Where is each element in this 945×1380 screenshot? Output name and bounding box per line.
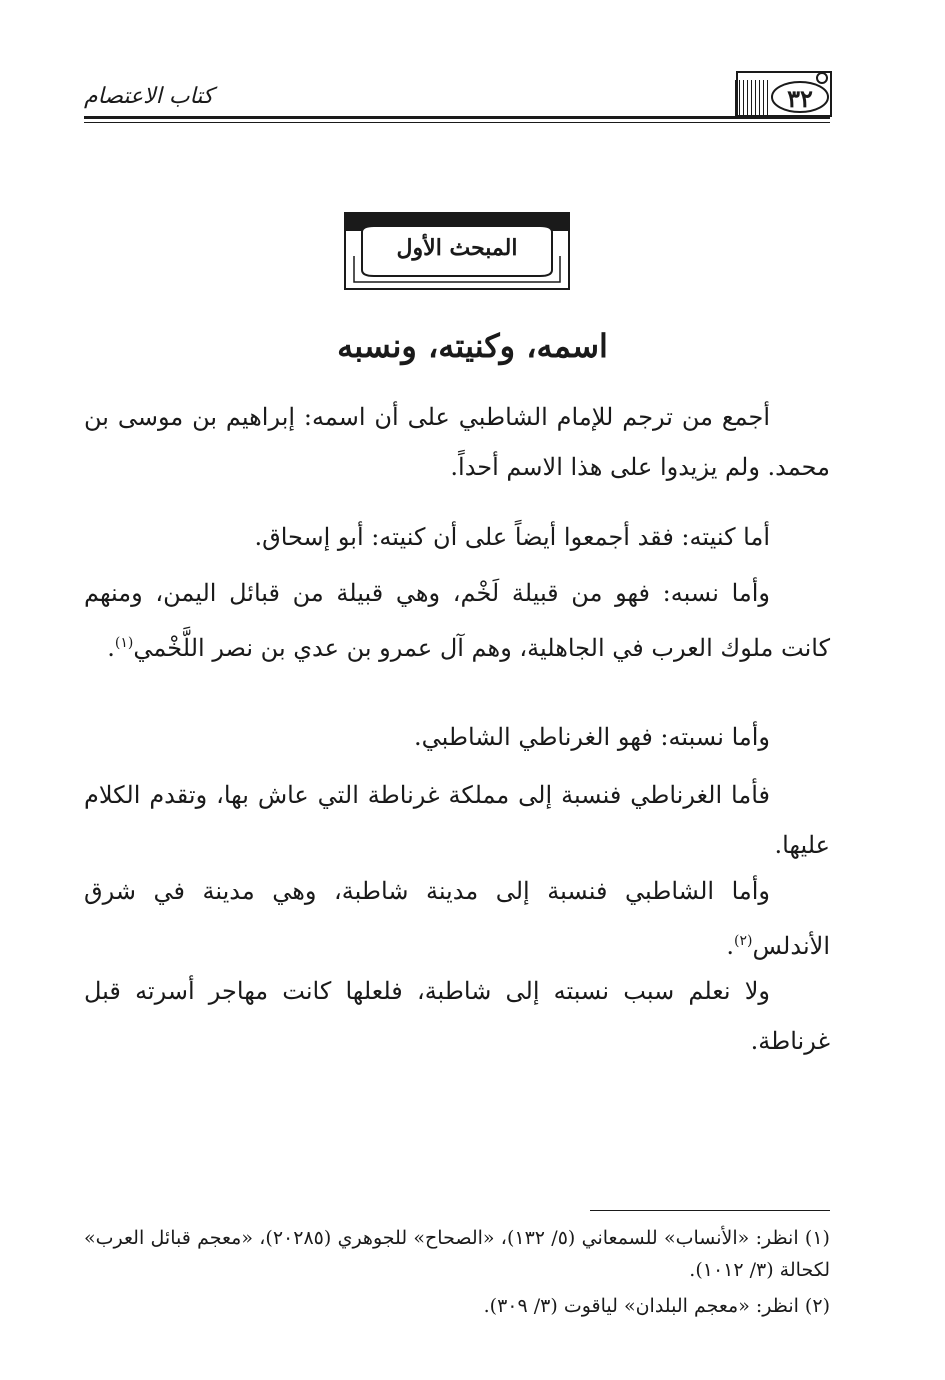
paragraph-lineage: وأما نسبه: فهو من قبيلة لَخْم، وهي قبيلة من قبائل اليمن، ومنهم كانت ملوك العرب في الجاهلية، وهم آل عمرو بن عدي بن نصر اللَّخْمي$^{(١)}$. bbox=[84, 579, 830, 662]
paragraph-text: وأما نسبه: فهو من قبيلة لَخْم، وهي قبيلة من قبائل اليمن، ومنهم كانت ملوك العرب في الجاهلية، وهم آل عمرو بن عدي بن نصر اللَّخْمي bbox=[84, 579, 830, 662]
footnote-1: (١) انظر: «الأنساب» للسمعاني (٥/ ١٣٢)، «الصحاح» للجوهري (٢٠٢٨٥)، «معجم قبائل العرب» لكحالة (٣/ ١٠١٢). bbox=[84, 1227, 830, 1281]
paragraph-text: وأما نسبته: فهو الغرناطي الشاطبي. bbox=[414, 723, 770, 751]
paragraph-gharnati bbox=[84, 770, 830, 870]
paragraph-text: أجمع من ترجم للإمام الشاطبي على أن اسمه: إبراهيم بن موسى بن محمد. ولم يزيدوا على هذا الاسم أحداً. bbox=[84, 403, 830, 481]
paragraph-shatibi: وأما الشاطبي فنسبة إلى مدينة شاطبة، وهي مدينة في شرق الأندلس$^{(٢)}$. bbox=[84, 877, 830, 960]
header-rule-thin bbox=[84, 122, 830, 123]
footnote-ref[interactable]: (١) bbox=[114, 635, 134, 651]
paragraph-nisba bbox=[84, 712, 830, 762]
paragraph-reason bbox=[84, 966, 830, 1066]
running-header-title: كتاب الاعتصام bbox=[84, 84, 214, 109]
paragraph-name bbox=[84, 392, 830, 492]
page-number: ٣٢ bbox=[787, 84, 813, 113]
paragraph-text: أما كنيته: فقد أجمعوا أيضاً على أن كنيته: أبو إسحاق. bbox=[254, 523, 770, 551]
chapter-heading: اسمه، وكنيته، ونسبه bbox=[337, 327, 608, 365]
paragraph-kunya bbox=[84, 512, 830, 562]
footnote-ref[interactable]: (٢) bbox=[733, 933, 753, 949]
header-rule-thick bbox=[84, 116, 830, 119]
footnote-separator bbox=[590, 1210, 830, 1211]
paragraph-text: وأما الشاطبي فنسبة إلى مدينة شاطبة، وهي مدينة في شرق الأندلس bbox=[84, 877, 830, 960]
footnote-2: (٢) انظر: «معجم البلدان» لياقوت (٣/ ٣٠٩). bbox=[483, 1295, 830, 1317]
section-label: المبحث الأول bbox=[396, 235, 518, 261]
paragraph-text: ولا نعلم سبب نسبته إلى شاطبة، فلعلها كانت مهاجر أسرته قبل غرناطة. bbox=[84, 977, 830, 1055]
paragraph-text: فأما الغرناطي فنسبة إلى مملكة غرناطة التي عاش بها، وتقدم الكلام عليها. bbox=[84, 781, 830, 859]
header-hatch-decoration bbox=[735, 80, 771, 116]
